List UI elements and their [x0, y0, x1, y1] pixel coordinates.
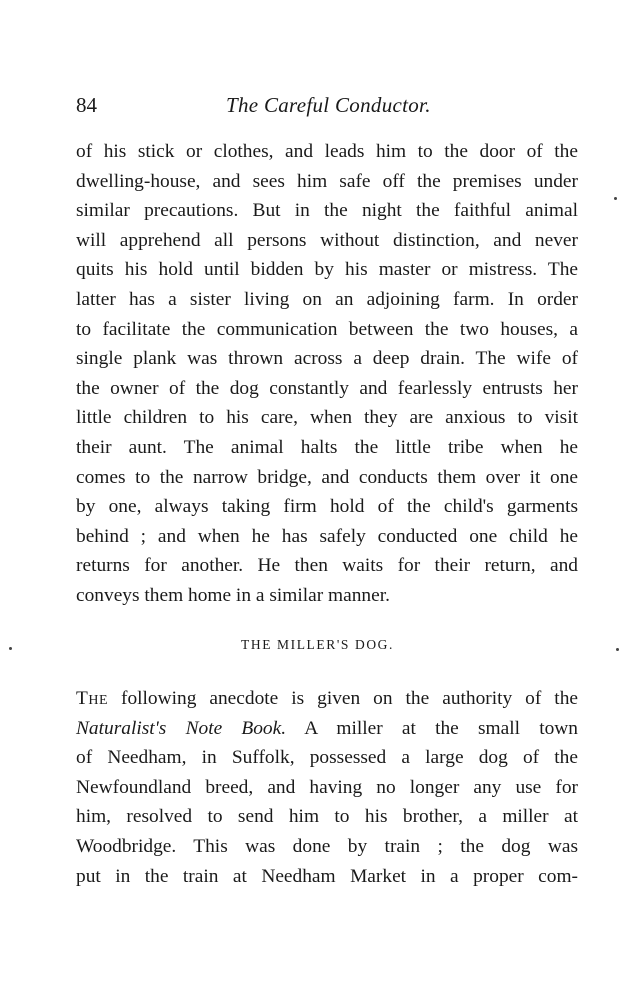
text-line: Woodbridge. This was done by train ; the dog was [76, 835, 578, 857]
text-line: quits his hold until bidden by his master or mistress. The [76, 259, 578, 281]
text-run: following anecdote is given on the authority of the [108, 688, 578, 709]
text-line: dwelling-house, and sees him safe off the premises under [76, 170, 578, 192]
text-line [76, 714, 578, 744]
text-run: A miller at the small town [286, 717, 578, 739]
lead-word: The [76, 688, 109, 709]
text-line: Newfoundland breed, and having no longer any use for [76, 776, 578, 798]
text-line: similar precautions. But in the night the faithful animal [76, 200, 578, 222]
text-line: their aunt. The animal halts the little tribe when he [76, 436, 578, 458]
section-heading: THE MILLER'S DOG. [241, 637, 394, 652]
text-line: conveys them home in a similar manner. [76, 584, 390, 606]
text-line: to facilitate the communication between the two houses, a [76, 318, 578, 340]
running-header [76, 93, 578, 121]
text-line: him, resolved to send him to his brother, a miller at [76, 806, 578, 828]
print-speck [616, 648, 619, 651]
text-line: will apprehend all persons without distinction, and never [76, 229, 578, 251]
text-line: single plank was thrown across a deep drain. The wife of [76, 348, 578, 370]
text-line: by one, always taking firm hold of the child's garments [76, 496, 578, 518]
text-line: comes to the narrow bridge, and conducts them over it one [76, 466, 578, 488]
page-number: 84 [76, 93, 97, 117]
running-title: The Careful Conductor. [226, 93, 431, 117]
print-speck [614, 197, 617, 200]
text-line: of Needham, in Suffolk, possessed a large dog of the [76, 747, 578, 769]
book-title: Naturalist's Note Book. [76, 717, 287, 739]
text-line: behind ; and when he has safely conducted one child he [76, 525, 578, 547]
text-line: put in the train at Needham Market in a proper com- [76, 865, 578, 887]
text-line: little children to his care, when they are anxious to visit [76, 407, 578, 429]
paragraph-continued [76, 137, 578, 611]
print-speck [9, 647, 12, 650]
text-line: returns for another. He then waits for their return, and [76, 555, 578, 577]
text-line [76, 684, 578, 714]
text-line: latter has a sister living on an adjoining farm. In order [76, 288, 578, 310]
text-line: of his stick or clothes, and leads him to the door of the [76, 141, 578, 162]
text-line: the owner of the dog constantly and fearlessly entrusts her [76, 377, 578, 399]
paragraph-anecdote [76, 684, 578, 891]
